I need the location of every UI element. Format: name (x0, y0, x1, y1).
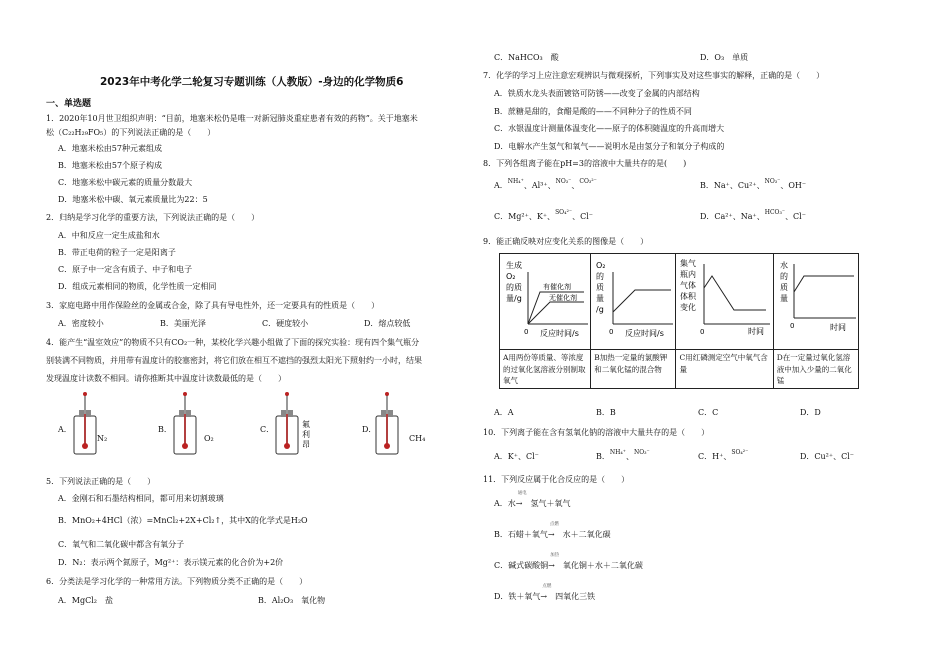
q6-stem: 6．分类法是学习化学的一种常用方法。下列物质分类不正确的是（ ） (46, 577, 308, 586)
q9-g2-ylabel-5: /g (596, 305, 605, 314)
q9-desc-c: C用红磷测定空气中氧气含量 (676, 350, 773, 389)
q11-option-a-post: → 氢气＋氧气 (515, 499, 571, 508)
q4-stem-line2: 别装满不同物质，并用带有温度计的胶塞密封，将它们放在相互不遮挡的强烈太阳光下照射约一小时，结果 (46, 356, 422, 365)
q6-option-a[interactable]: A．MgCl₂ 盐 (58, 596, 113, 605)
q8-stem: 8．下列各组离子能在pH=3的溶液中大量共存的是( ) (483, 159, 687, 168)
q8-option-b-post: 、OH⁻ (780, 181, 807, 190)
q5-option-c[interactable]: C．氧气和二氧化碳中都含有氧分子 (58, 540, 185, 549)
q8-ion-nh4: NH₄⁺ (507, 178, 524, 185)
q1-option-b[interactable]: B．地塞米松由57个原子构成 (58, 161, 163, 170)
q4-bottle-a (70, 390, 110, 458)
q1-stem-line1: 1．2020年10月世卫组织声明：“目前，地塞米松仍是唯一对新冠肺炎重症患者有效的药物”。关于地塞米 (46, 114, 418, 123)
q7-option-c[interactable]: C．水银温度计测量体温变化——原子的体积随温度的升高而增大 (494, 124, 725, 133)
q9-option-b[interactable]: B．B (596, 408, 616, 417)
q3-option-c[interactable]: C．硬度较小 (262, 319, 309, 328)
q5-stem: 5．下列说法正确的是（ ） (46, 477, 156, 486)
q9-g3-ylabel-2: 瓶内 (680, 270, 697, 279)
q10-option-b[interactable] (596, 449, 650, 462)
q9-g1-ylabel-1: 生成 (506, 261, 522, 270)
q9-graph-cell-d (773, 254, 858, 350)
q9-graph-c (676, 254, 772, 346)
q9-g2-origin: 0 (609, 328, 614, 336)
q4-option-d[interactable]: D． (362, 425, 377, 434)
q11-option-c-post: → 氧化铜＋水＋二氧化碳 (548, 561, 643, 570)
q9-graph-cell-a (500, 254, 591, 350)
q6-option-c[interactable]: C．NaHCO₃ 酸 (494, 53, 559, 62)
q4-option-b[interactable]: B． (158, 425, 172, 434)
q11-option-d-post: → 四氧化三铁 (540, 592, 596, 601)
q9-graph-d (774, 254, 858, 346)
q4-gas-c: 氟利昂 (302, 420, 310, 449)
q5-option-b[interactable] (58, 516, 308, 526)
q9-g4-ylabel-2: 的 (779, 272, 788, 281)
q9-g1-ylabel-2: O₂ (506, 272, 516, 281)
q9-option-a[interactable]: A．A (494, 408, 514, 417)
q11-option-b[interactable] (494, 522, 611, 540)
q10-ion-nh4: NH₄⁺ (609, 449, 626, 456)
q9-g3-xlabel: 时间 (748, 327, 765, 336)
q9-g4-ylabel-4: 量 (779, 294, 788, 303)
section-heading: 一、单选题 (46, 99, 92, 109)
q5-option-b-text: ，其中X的化学式是H₂O (221, 516, 308, 525)
q8-ion-no3: NO₃⁻ (555, 178, 572, 185)
q9-g1-line-nocatalyst: 无催化剂 (549, 294, 577, 302)
q9-graph-cell-b (591, 254, 676, 350)
q11-option-d-cond: 点燃 (542, 584, 552, 589)
q5-option-b-equation: MnO₂+4HCl（浓）=MnCl₂+2X+Cl₂↑ (71, 516, 222, 525)
q9-g3-origin: 0 (700, 328, 705, 336)
q2-option-b[interactable]: B．带正电荷的粒子一定是阳离子 (58, 248, 176, 257)
q10-option-c-text: C．H⁺、 (698, 452, 732, 461)
q9-graph-cell-c (676, 254, 773, 350)
q11-option-d[interactable] (494, 584, 596, 602)
q8-option-d[interactable] (700, 209, 806, 222)
q9-g1-ylabel-4: 量/g (506, 294, 522, 303)
q8-option-b-text: B．Na⁺、Cu²⁺、 (700, 181, 765, 190)
q9-g4-ylabel-3: 质 (779, 283, 788, 292)
q4-gas-a: N₂ (97, 434, 108, 443)
q10-stem: 10．下列离子能在含有氢氧化钠的溶液中大量共存的是（ ） (483, 428, 710, 437)
q4-gas-b: O₂ (204, 434, 214, 443)
q8-ion-hco3: HCO₃⁻ (764, 209, 786, 216)
q3-stem: 3．家庭电路中用作保险丝的金属或合金，除了具有导电性外，还一定要具有的性质是（ ） (46, 301, 380, 310)
q10-ion-so4: SO₄²⁻ (731, 449, 749, 456)
q3-option-a[interactable]: A．密度较小 (58, 319, 104, 328)
q7-option-b[interactable]: B．蔗糖是甜的，食醋是酸的——不同种分子的性质不同 (494, 107, 692, 116)
q1-option-c[interactable]: C．地塞米松中碳元素的质量分数最大 (58, 178, 193, 187)
q11-option-d-pre: D．铁＋氧气 (494, 592, 541, 601)
q4-stem-line3: 发现温度计读数不相同。请你推断其中温度计读数最低的是（ ） (46, 374, 286, 383)
q9-g4-ylabel-1: 水 (779, 261, 788, 270)
q8-option-a[interactable] (494, 178, 597, 191)
q9-desc-d: D在一定量过氧化氢溶液中加入少量的二氧化锰 (773, 350, 858, 389)
q9-g2-xlabel: 反应时间/s (625, 329, 665, 338)
q1-option-d[interactable]: D．地塞米松中碳、氧元素质量比为22：5 (58, 195, 208, 204)
q8-option-c[interactable] (494, 209, 593, 222)
q9-desc-a: A用两份等质量、等浓度的过氧化氢溶液分别制取氧气 (500, 350, 591, 389)
q9-g3-ylabel-3: 气体 (680, 281, 697, 290)
q9-g1-line-catalyst: 有催化剂 (543, 283, 571, 291)
q9-g2-ylabel-1: O₂ (596, 261, 606, 270)
q7-option-a[interactable]: A．铁质水龙头表面镀铬可防锈——改变了金属的内部结构 (494, 89, 700, 98)
q11-option-a[interactable] (494, 491, 571, 509)
q9-stem: 9．能正确反映对应变化关系的图像是（ ） (483, 237, 649, 246)
q9-option-d[interactable]: D．D (800, 408, 821, 417)
q8-option-c-post: 、Cl⁻ (572, 212, 593, 221)
q8-option-d-post: 、Cl⁻ (785, 212, 806, 221)
q5-option-b-label: B． (58, 516, 72, 525)
q8-ion-b-no3: NO₃⁻ (764, 178, 781, 185)
q8-option-a-sep1: 、Al³⁺、 (523, 181, 556, 190)
q9-g3-ylabel-4: 体积 (680, 292, 697, 301)
q4-bottle-b (170, 390, 210, 458)
q4-option-c[interactable]: C． (260, 425, 275, 434)
q10-option-d[interactable]: D．Cu²⁺、Cl⁻ (800, 452, 855, 461)
q7-option-d[interactable]: D．电解水产生氢气和氧气——说明水是由氢分子和氧分子构成的 (494, 142, 725, 151)
q9-g1-xlabel: 反应时间/s (540, 329, 579, 338)
q5-option-d[interactable]: D．N₂：表示两个氮原子，Mg²⁺：表示镁元素的化合价为+2价 (58, 558, 284, 567)
q8-ion-so4: SO₄²⁻ (555, 209, 573, 216)
q9-g3-ylabel-1: 集气 (680, 259, 697, 268)
q8-option-d-text: D．Ca²⁺、Na⁺、 (700, 212, 765, 221)
q9-option-c[interactable]: C．C (698, 408, 719, 417)
q9-g2-ylabel-4: 量 (596, 294, 605, 303)
q5-option-a[interactable]: A．金刚石和石墨结构相同，都可用来切割玻璃 (58, 494, 224, 503)
q11-stem: 11．下列反应属于化合反应的是（ ） (483, 475, 630, 484)
q11-option-b-cond: 点燃 (549, 522, 559, 527)
q11-option-c-cond: 加热 (550, 553, 560, 558)
q9-graph-a (500, 254, 590, 346)
q4-bottle-d (372, 390, 412, 458)
q10-option-a[interactable]: A．K⁺、Cl⁻ (494, 452, 539, 461)
q9-g4-xlabel: 时间 (829, 323, 846, 332)
q9-g1-origin: 0 (524, 328, 529, 336)
q9-g1-ylabel-3: 的质 (506, 283, 522, 292)
q1-option-a[interactable]: A．地塞米松由57种元素组成 (58, 144, 162, 153)
q9-g2-ylabel-2: 的 (596, 272, 605, 281)
q11-option-c[interactable] (494, 553, 643, 571)
q3-option-d[interactable]: D．熔点较低 (364, 319, 411, 328)
q11-option-b-pre: B．石蜡＋氧气 (494, 530, 548, 539)
q8-option-a-sep2: 、 (571, 181, 580, 190)
q4-stem-line1: 4．能产生“温室效应”的物质不只有CO₂一种，某校化学兴趣小组做了下面的探究实验：现有四个集气瓶分 (46, 338, 420, 347)
q10-option-c[interactable] (698, 449, 749, 462)
q4-gas-d: CH₄ (409, 434, 426, 443)
q4-option-a[interactable]: A． (58, 425, 72, 434)
q8-option-a-label: A． (494, 181, 508, 190)
q9-desc-b: B加热一定量的氯酸钾和二氧化锰的混合物 (591, 350, 676, 389)
q11-option-a-cond: 通电 (517, 491, 527, 496)
q10-option-b-label: B． (596, 452, 610, 461)
q11-option-c-pre: C．碱式碳酸铜 (494, 561, 549, 570)
q6-option-d[interactable]: D．O₃ 单质 (700, 53, 749, 62)
q8-option-b[interactable] (700, 178, 807, 191)
q3-option-b[interactable]: B．美丽光泽 (160, 319, 206, 328)
q2-option-d[interactable]: D．组成元素相同的物质，化学性质一定相同 (58, 282, 217, 291)
q9-g2-ylabel-3: 质 (596, 283, 605, 292)
q6-option-b[interactable]: B．Al₂O₃ 氧化物 (258, 596, 326, 605)
q10-option-b-sep: 、 (625, 452, 634, 461)
q9-graph-table (499, 253, 859, 389)
q9-g3-ylabel-5: 变化 (680, 303, 697, 312)
q8-option-c-text: C．Mg²⁺、K⁺、 (494, 212, 556, 221)
q2-option-a[interactable]: A．中和反应一定生成盐和水 (58, 231, 160, 240)
q2-stem: 2．归纳是学习化学的重要方法，下列说法正确的是（ ） (46, 213, 260, 222)
page-title: 2023年中考化学二轮复习专题训练（人教版）-身边的化学物质6 (100, 76, 404, 88)
q9-g4-origin: 0 (789, 322, 795, 330)
q10-ion-no3: NO₃⁻ (633, 449, 650, 456)
q8-ion-co3: CO₃²⁻ (579, 178, 597, 185)
q1-stem-line2: 松（C₂₂H₂₉FO₅）的下列说法正确的是（ ） (46, 128, 216, 137)
q11-option-b-post: → 水＋二氧化碳 (547, 530, 611, 539)
q7-stem: 7．化学的学习上应注意宏观辨识与微观探析，下列事实及对这些事实的解释，正确的是（ ） (483, 71, 825, 80)
q11-option-a-pre: A．水 (494, 499, 516, 508)
q2-option-c[interactable]: C．原子中一定含有质子、中子和电子 (58, 265, 193, 274)
q9-graph-b (591, 254, 675, 346)
